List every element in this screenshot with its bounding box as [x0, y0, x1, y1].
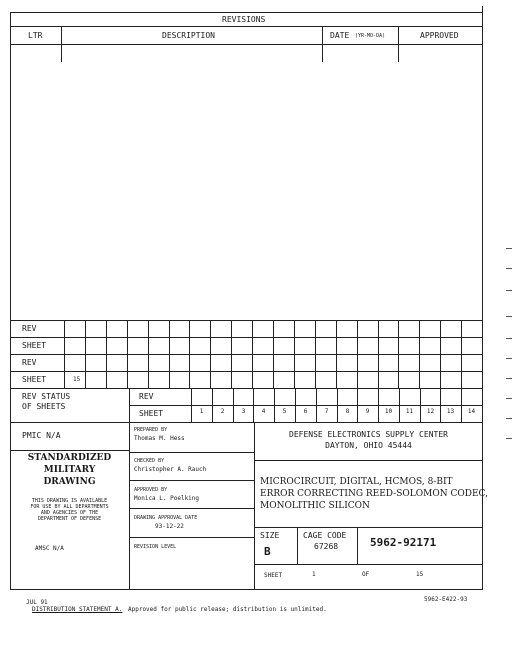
status-col-line [253, 388, 254, 422]
smd-line-3: DRAWING [43, 477, 96, 487]
revisions-title: REVISIONS [222, 15, 266, 24]
status-col-line [378, 388, 379, 422]
status-col-line [337, 388, 338, 422]
grid-col-line [461, 320, 462, 388]
grid-col-line [315, 320, 316, 388]
status-col-line [191, 388, 192, 422]
pmic-label: PMIC N/A [22, 431, 61, 440]
sheet-total: 15 [416, 571, 424, 578]
rev-status-sheet-label: SHEET [139, 409, 164, 418]
grid-col-line [440, 320, 441, 388]
sheet-number-13: 13 [446, 408, 455, 415]
status-col-line [274, 388, 275, 422]
grid-col-line [231, 320, 232, 388]
grid-col-line [294, 320, 295, 388]
border-right [482, 6, 483, 589]
sheet-of-label: OF [362, 571, 370, 578]
sheet-number-8: 8 [345, 408, 350, 415]
status-col-line [212, 388, 213, 422]
sheet-number-7: 7 [324, 408, 329, 415]
col-date: DATE [330, 31, 350, 40]
sheet-number-4: 4 [261, 408, 266, 415]
grid-col-line [148, 320, 149, 388]
col-ltr: LTR [28, 31, 43, 40]
sheet-15-cell: 15 [73, 376, 81, 383]
footer-date: JUL 91 [26, 599, 48, 606]
grid-col-line [419, 320, 420, 388]
sheet-number-9: 9 [365, 408, 370, 415]
sheet-number-1: 1 [199, 408, 204, 415]
col-date-format: (YR-MO-DA) [355, 33, 386, 39]
cage-code-value: 67268 [314, 542, 339, 551]
sheet-row-1-label: SHEET [22, 341, 47, 350]
smd-line-2: MILITARY [43, 465, 96, 475]
rev-status-label-1: REV STATUS [22, 392, 71, 401]
rev-status-label-2: OF SHEETS [22, 402, 66, 411]
rev-row-2-label: REV [22, 358, 37, 367]
size-label: SIZE [260, 531, 280, 540]
availability-line: FOR USE BY ALL DEPARTMENTS [30, 504, 109, 510]
grid-col-line [252, 320, 253, 388]
sheet-row-2-label: SHEET [22, 375, 47, 384]
sheet-number-3: 3 [241, 408, 246, 415]
status-col-line [399, 388, 400, 422]
title-line-1: MICROCIRCUIT, DIGITAL, HCMOS, 8-BIT [260, 477, 453, 487]
sheet-number-2: 2 [220, 408, 225, 415]
sheet-number-12: 12 [426, 408, 435, 415]
sheet-number-6: 6 [303, 408, 308, 415]
sheet-number-5: 5 [282, 408, 287, 415]
grid-col-line [85, 320, 86, 388]
grid-col-line [169, 320, 170, 388]
availability-line: AND AGENCIES OF THE [40, 510, 99, 516]
approved-by-label: APPROVED BY [134, 487, 168, 493]
drawing-number: 5962-92171 [370, 536, 437, 549]
grid-col-line [398, 320, 399, 388]
rev-status-rev-label: REV [139, 392, 154, 401]
grid-col-line [106, 320, 107, 388]
agency-line-2: DAYTON, OHIO 45444 [325, 441, 412, 450]
sheet-number-11: 11 [405, 408, 414, 415]
col-approved: APPROVED [420, 31, 459, 40]
availability-line: THIS DRAWING IS AVAILABLE [31, 498, 108, 504]
col-description: DESCRIPTION [162, 31, 215, 40]
distribution-label: DISTRIBUTION STATEMENT A. [32, 606, 123, 613]
sheet-value: 1 [312, 571, 316, 578]
revision-level-label: REVISION LEVEL [134, 544, 177, 550]
sheet-number-14: 14 [467, 408, 476, 415]
distribution-text: Approved for public release; distribution is unlimited. [128, 606, 327, 613]
status-col-line [295, 388, 296, 422]
status-col-line [440, 388, 441, 422]
footer-form-number: 5962-E422-93 [424, 596, 468, 603]
grid-col-line [357, 320, 358, 388]
rev-row-1-label: REV [22, 324, 37, 333]
prepared-by-label: PREPARED BY [134, 427, 168, 433]
status-col-line [357, 388, 358, 422]
grid-col-line [127, 320, 128, 388]
status-col-line [316, 388, 317, 422]
prepared-by-name: Thomas M. Hess [134, 435, 185, 442]
checked-by-label: CHECKED BY [134, 458, 165, 464]
approval-date-label: DRAWING APPROVAL DATE [134, 515, 198, 521]
sheet-label: SHEET [264, 572, 283, 579]
border-top [10, 12, 483, 13]
size-value: B [264, 545, 271, 558]
smd-line-1: STANDARDIZED [27, 453, 112, 463]
checked-by-name: Christopher A. Rauch [134, 466, 207, 473]
agency-line-1: DEFENSE ELECTRONICS SUPPLY CENTER [289, 430, 448, 439]
sheet-number-10: 10 [384, 408, 393, 415]
approved-by-name: Monica L. Poelking [134, 495, 200, 502]
grid-col-line [273, 320, 274, 388]
status-col-line [233, 388, 234, 422]
title-line-2: ERROR CORRECTING REED-SOLOMON CODEC, [260, 489, 488, 499]
status-col-line [420, 388, 421, 422]
cage-code-label: CAGE CODE [303, 531, 347, 540]
grid-col-line [336, 320, 337, 388]
availability-note [10, 498, 129, 522]
amsc-label: AMSC N/A [35, 545, 64, 552]
availability-line: DEPARTMENT OF DEFENSE [37, 516, 102, 522]
status-col-line [461, 388, 462, 422]
grid-col-line [210, 320, 211, 388]
title-line-3: MONOLITHIC SILICON [260, 501, 370, 511]
approval-date: 93-12-22 [155, 523, 184, 530]
grid-col-line [189, 320, 190, 388]
grid-col-line [378, 320, 379, 388]
